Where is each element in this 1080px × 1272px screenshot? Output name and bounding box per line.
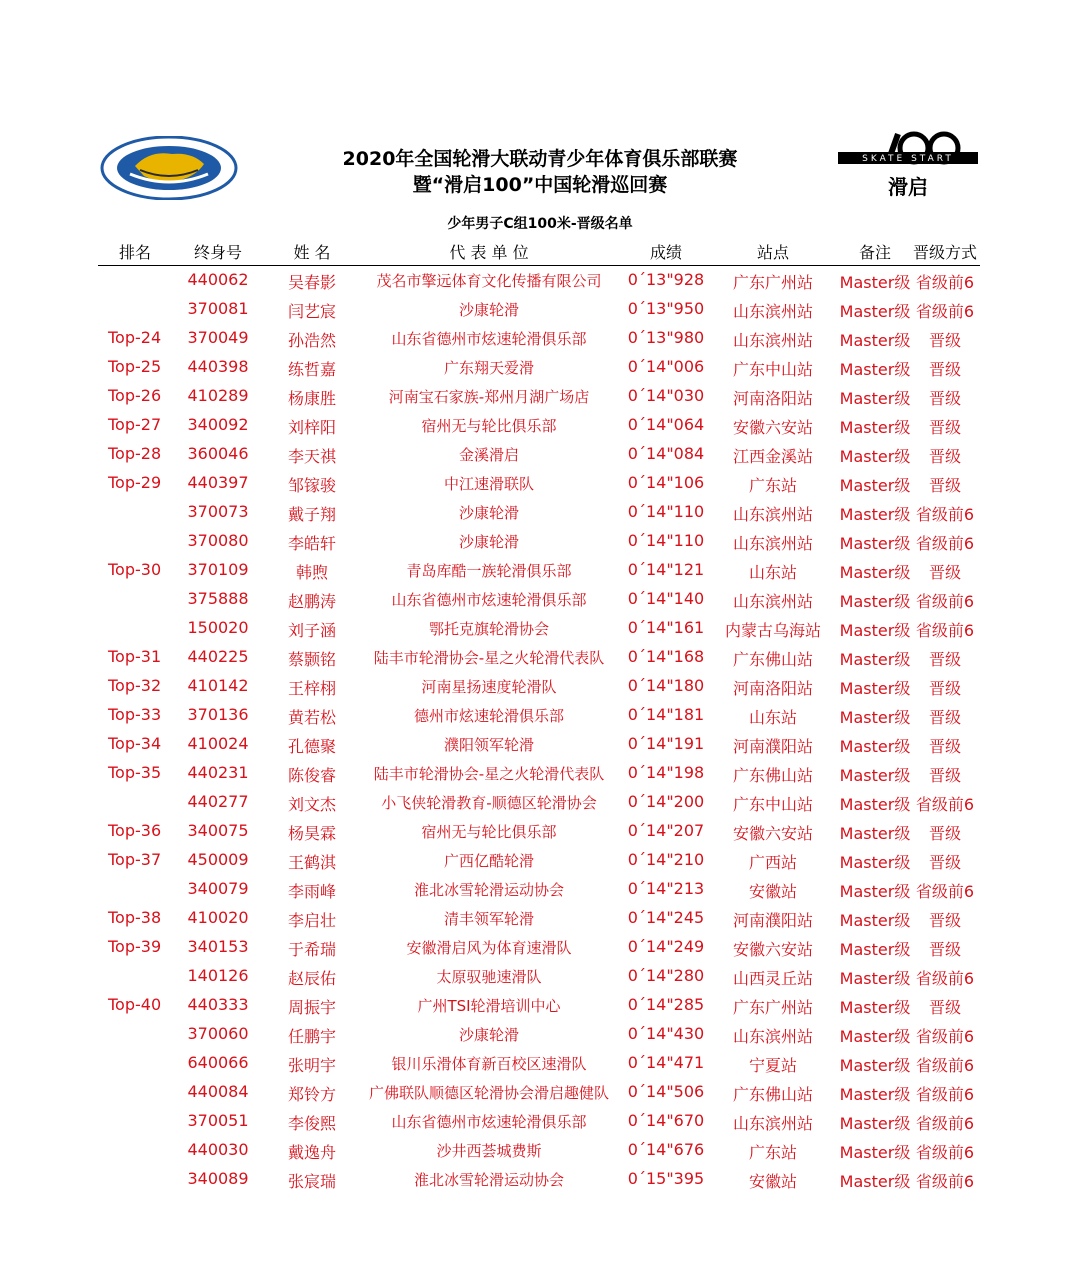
- row-way: 省级前6: [915, 882, 975, 901]
- row-way: 晋级: [928, 940, 961, 959]
- row-name: 刘文杰: [287, 795, 336, 814]
- row-id: 410142: [187, 676, 249, 695]
- row-time: 0΄14"064: [627, 415, 705, 434]
- row-time: 0΄14"006: [627, 357, 705, 376]
- row-name: 杨康胜: [287, 389, 336, 408]
- row-name: 赵鹏涛: [287, 592, 336, 611]
- row-id: 440084: [187, 1082, 249, 1101]
- row-note: Master级: [839, 969, 911, 988]
- skate-start-logo: [836, 128, 980, 204]
- row-station: 山西灵丘站: [732, 969, 813, 988]
- row-way: 晋级: [928, 563, 961, 582]
- table-header: [0, 240, 1080, 264]
- row-id: 370049: [187, 328, 249, 347]
- table-row: [0, 613, 1080, 642]
- row-station: 广东佛山站: [732, 766, 813, 785]
- row-note: Master级: [839, 1172, 911, 1191]
- table-row: [0, 526, 1080, 555]
- row-name: 戴逸舟: [287, 1143, 336, 1162]
- header-id: 终身号: [193, 243, 242, 262]
- row-unit: 茂名市擎远体育文化传播有限公司: [376, 272, 602, 290]
- row-unit: 淮北冰雪轮滑运动协会: [413, 1171, 564, 1189]
- row-id: 640066: [187, 1053, 249, 1072]
- row-id: 440231: [187, 763, 249, 782]
- row-name: 李俊熙: [287, 1114, 336, 1133]
- row-way: 省级前6: [915, 1114, 975, 1133]
- row-id: 140126: [187, 966, 249, 985]
- row-time: 0΄14"191: [627, 734, 705, 753]
- row-time: 0΄14"110: [627, 502, 705, 521]
- row-way: 省级前6: [915, 1056, 975, 1075]
- row-unit: 银川乐滑体育新百校区速滑队: [391, 1055, 587, 1073]
- row-id: 340075: [187, 821, 249, 840]
- row-unit: 广佛联队顺德区轮滑协会滑启趣健队: [368, 1084, 609, 1102]
- row-time: 0΄14"245: [627, 908, 705, 927]
- row-unit: 濮阳领军轮滑: [443, 736, 534, 754]
- row-name: 陈俊睿: [287, 766, 336, 785]
- row-name: 吴春影: [287, 273, 336, 292]
- row-name: 刘子涵: [287, 621, 336, 640]
- row-rank: Top-26: [108, 386, 162, 405]
- table-row: [0, 1106, 1080, 1135]
- row-time: 0΄14"110: [627, 531, 705, 550]
- row-station: 河南濮阳站: [732, 737, 813, 756]
- table-row: [0, 439, 1080, 468]
- row-rank: Top-25: [108, 357, 162, 376]
- row-unit: 宿州无与轮比俱乐部: [421, 823, 557, 841]
- row-station: 内蒙古乌海站: [724, 621, 821, 640]
- row-time: 0΄14"285: [627, 995, 705, 1014]
- table-row: [0, 1019, 1080, 1048]
- table-row: [0, 323, 1080, 352]
- row-station: 山东滨州站: [732, 534, 813, 553]
- row-way: 晋级: [928, 911, 961, 930]
- row-rank: Top-35: [108, 763, 162, 782]
- row-station: 广东广州站: [732, 273, 813, 292]
- table-row: [0, 903, 1080, 932]
- row-way: 晋级: [928, 476, 961, 495]
- row-time: 0΄14"198: [627, 763, 705, 782]
- row-rank: Top-40: [108, 995, 162, 1014]
- row-unit: 山东省德州市炫速轮滑俱乐部: [391, 1113, 587, 1131]
- row-note: Master级: [839, 853, 911, 872]
- table-row: [0, 845, 1080, 874]
- row-unit: 金溪滑启: [458, 446, 519, 464]
- row-rank: Top-34: [108, 734, 162, 753]
- row-rank: Top-39: [108, 937, 162, 956]
- row-unit: 安徽滑启风为体育速滑队: [406, 939, 572, 957]
- row-time: 0΄14"180: [627, 676, 705, 695]
- row-unit: 河南星扬速度轮滑队: [421, 678, 557, 696]
- row-unit: 沙康轮滑: [458, 504, 519, 522]
- row-name: 张明宇: [287, 1056, 336, 1075]
- row-name: 李启壮: [287, 911, 336, 930]
- row-time: 0΄14"200: [627, 792, 705, 811]
- row-note: Master级: [839, 592, 911, 611]
- table-row: [0, 961, 1080, 990]
- table-row: [0, 729, 1080, 758]
- row-note: Master级: [839, 1056, 911, 1075]
- row-time: 0΄14"280: [627, 966, 705, 985]
- row-unit: 陆丰市轮滑协会-星之火轮滑代表队: [373, 649, 605, 667]
- row-unit: 德州市炫速轮滑俱乐部: [413, 707, 564, 725]
- svg-text:滑启: 滑启: [888, 175, 928, 199]
- row-note: Master级: [839, 795, 911, 814]
- row-station: 广东中山站: [732, 360, 813, 379]
- row-time: 0΄14"213: [627, 879, 705, 898]
- row-unit: 沙康轮滑: [458, 533, 519, 551]
- row-id: 150020: [187, 618, 249, 637]
- row-note: Master级: [839, 534, 911, 553]
- row-id: 370136: [187, 705, 249, 724]
- row-station: 安徽站: [748, 882, 797, 901]
- document-title: [250, 146, 830, 198]
- row-rank: Top-29: [108, 473, 162, 492]
- row-time: 0΄14"471: [627, 1053, 705, 1072]
- row-id: 370080: [187, 531, 249, 550]
- header-time: 成绩: [649, 243, 682, 262]
- row-id: 375888: [187, 589, 249, 608]
- row-way: 晋级: [928, 360, 961, 379]
- row-rank: Top-27: [108, 415, 162, 434]
- list-subtitle: 少年男子C组100米-晋级名单: [447, 216, 633, 232]
- row-time: 0΄14"249: [627, 937, 705, 956]
- row-id: 340092: [187, 415, 249, 434]
- row-station: 广东佛山站: [732, 650, 813, 669]
- row-station: 山东滨州站: [732, 331, 813, 350]
- row-station: 安徽站: [748, 1172, 797, 1191]
- title-line-1: 2020年全国轮滑大联动青少年体育俱乐部联赛: [342, 148, 738, 170]
- row-note: Master级: [839, 447, 911, 466]
- table-row: [0, 497, 1080, 526]
- table-row: [0, 816, 1080, 845]
- row-name: 闫艺宸: [287, 302, 336, 321]
- row-unit: 太原驭驰速滑队: [436, 968, 542, 986]
- table-row: [0, 352, 1080, 381]
- row-id: 410020: [187, 908, 249, 927]
- row-station: 江西金溪站: [732, 447, 813, 466]
- row-time: 0΄15"395: [627, 1169, 705, 1188]
- row-time: 0΄14"181: [627, 705, 705, 724]
- row-way: 省级前6: [915, 1172, 975, 1191]
- row-note: Master级: [839, 331, 911, 350]
- row-station: 河南濮阳站: [732, 911, 813, 930]
- row-name: 黄若松: [287, 708, 336, 727]
- row-way: 省级前6: [915, 1085, 975, 1104]
- row-name: 邹镓骏: [287, 476, 336, 495]
- table-row: [0, 700, 1080, 729]
- row-way: 省级前6: [915, 505, 975, 524]
- row-id: 410024: [187, 734, 249, 753]
- row-unit: 淮北冰雪轮滑运动协会: [413, 881, 564, 899]
- row-note: Master级: [839, 302, 911, 321]
- row-station: 广东中山站: [732, 795, 813, 814]
- row-time: 0΄14"121: [627, 560, 705, 579]
- row-time: 0΄13"950: [627, 299, 705, 318]
- row-note: Master级: [839, 360, 911, 379]
- row-way: 省级前6: [915, 795, 975, 814]
- row-id: 370073: [187, 502, 249, 521]
- row-note: Master级: [839, 621, 911, 640]
- row-time: 0΄14"676: [627, 1140, 705, 1159]
- header-unit: 代 表 单 位: [449, 243, 529, 262]
- row-id: 440062: [187, 270, 249, 289]
- row-rank: Top-37: [108, 850, 162, 869]
- row-note: Master级: [839, 505, 911, 524]
- table-row: [0, 410, 1080, 439]
- table-row: [0, 555, 1080, 584]
- row-name: 孙浩然: [287, 331, 336, 350]
- row-note: Master级: [839, 882, 911, 901]
- row-unit: 宿州无与轮比俱乐部: [421, 417, 557, 435]
- table-row: [0, 1048, 1080, 1077]
- row-unit: 中江速滑联队: [443, 475, 534, 493]
- row-id: 440398: [187, 357, 249, 376]
- row-station: 广东站: [748, 476, 797, 495]
- row-name: 戴子翔: [287, 505, 336, 524]
- row-way: 晋级: [928, 766, 961, 785]
- row-way: 省级前6: [915, 621, 975, 640]
- table-row: [0, 381, 1080, 410]
- row-note: Master级: [839, 563, 911, 582]
- row-station: 山东滨州站: [732, 1027, 813, 1046]
- row-station: 广东广州站: [732, 998, 813, 1017]
- row-station: 山东滨州站: [732, 592, 813, 611]
- header-station: 站点: [756, 243, 789, 262]
- row-way: 省级前6: [915, 592, 975, 611]
- row-note: Master级: [839, 911, 911, 930]
- row-note: Master级: [839, 824, 911, 843]
- table-row: [0, 265, 1080, 294]
- row-note: Master级: [839, 1114, 911, 1133]
- table-row: [0, 990, 1080, 1019]
- row-way: 省级前6: [915, 969, 975, 988]
- table-row: [0, 468, 1080, 497]
- row-name: 于希瑞: [287, 940, 336, 959]
- row-id: 440225: [187, 647, 249, 666]
- row-id: 440333: [187, 995, 249, 1014]
- row-id: 360046: [187, 444, 249, 463]
- row-id: 340079: [187, 879, 249, 898]
- row-unit: 清丰领军轮滑: [443, 910, 534, 928]
- row-way: 晋级: [928, 853, 961, 872]
- row-way: 省级前6: [915, 1027, 975, 1046]
- row-station: 宁夏站: [748, 1056, 797, 1075]
- row-rank: Top-24: [108, 328, 162, 347]
- row-note: Master级: [839, 1027, 911, 1046]
- row-time: 0΄14"210: [627, 850, 705, 869]
- row-note: Master级: [839, 1143, 911, 1162]
- row-id: 370081: [187, 299, 249, 318]
- row-rank: Top-33: [108, 705, 162, 724]
- table-row: [0, 932, 1080, 961]
- row-rank: Top-36: [108, 821, 162, 840]
- row-station: 安徽六安站: [732, 940, 813, 959]
- row-station: 山东滨州站: [732, 505, 813, 524]
- row-name: 李皓轩: [287, 534, 336, 553]
- row-way: 晋级: [928, 418, 961, 437]
- row-name: 杨昊霖: [287, 824, 336, 843]
- row-note: Master级: [839, 389, 911, 408]
- title-line-2: 暨“滑启100”中国轮滑巡回赛: [412, 174, 668, 196]
- row-note: Master级: [839, 1085, 911, 1104]
- row-station: 广西站: [748, 853, 797, 872]
- row-id: 370051: [187, 1111, 249, 1130]
- table-row: [0, 671, 1080, 700]
- row-name: 郑铃方: [287, 1085, 336, 1104]
- table-row: [0, 584, 1080, 613]
- results-table: [0, 265, 1080, 1193]
- row-way: 晋级: [928, 737, 961, 756]
- row-time: 0΄14"106: [627, 473, 705, 492]
- row-unit: 沙康轮滑: [458, 1026, 519, 1044]
- table-row: [0, 642, 1080, 671]
- header-way: 晋级方式: [912, 243, 977, 262]
- row-unit: 广州TSI轮滑培训中心: [417, 997, 561, 1015]
- row-name: 韩煦: [295, 563, 328, 582]
- row-time: 0΄14"670: [627, 1111, 705, 1130]
- row-unit: 山东省德州市炫速轮滑俱乐部: [391, 591, 587, 609]
- row-name: 张宸瑞: [287, 1172, 336, 1191]
- row-name: 练哲嘉: [287, 360, 336, 379]
- row-station: 广东站: [748, 1143, 797, 1162]
- row-rank: Top-28: [108, 444, 162, 463]
- row-time: 0΄14"430: [627, 1024, 705, 1043]
- row-rank: Top-32: [108, 676, 162, 695]
- row-unit: 鄂托克旗轮滑协会: [428, 620, 549, 638]
- row-time: 0΄14"084: [627, 444, 705, 463]
- row-note: Master级: [839, 766, 911, 785]
- row-unit: 广东翔天爱滑: [443, 359, 534, 377]
- row-way: 晋级: [928, 331, 961, 350]
- row-note: Master级: [839, 476, 911, 495]
- row-id: 440030: [187, 1140, 249, 1159]
- row-station: 广东佛山站: [732, 1085, 813, 1104]
- row-id: 370060: [187, 1024, 249, 1043]
- row-station: 山东站: [748, 708, 797, 727]
- row-name: 李雨峰: [287, 882, 336, 901]
- row-way: 晋级: [928, 679, 961, 698]
- row-id: 340153: [187, 937, 249, 956]
- table-row: [0, 1077, 1080, 1106]
- row-id: 440397: [187, 473, 249, 492]
- row-station: 安徽六安站: [732, 824, 813, 843]
- header-rank: 排名: [118, 243, 151, 262]
- table-row: [0, 294, 1080, 323]
- row-way: 省级前6: [915, 1143, 975, 1162]
- row-time: 0΄14"207: [627, 821, 705, 840]
- row-way: 省级前6: [915, 273, 975, 292]
- table-row: [0, 874, 1080, 903]
- row-name: 李天祺: [287, 447, 336, 466]
- row-unit: 沙井西荟城费斯: [436, 1142, 542, 1160]
- row-time: 0΄14"140: [627, 589, 705, 608]
- table-row: [0, 787, 1080, 816]
- row-unit: 河南宝石家族-郑州月湖广场店: [388, 388, 590, 406]
- row-name: 孔德聚: [287, 737, 336, 756]
- row-note: Master级: [839, 737, 911, 756]
- row-time: 0΄14"168: [627, 647, 705, 666]
- row-way: 省级前6: [915, 302, 975, 321]
- row-time: 0΄14"030: [627, 386, 705, 405]
- row-way: 晋级: [928, 998, 961, 1017]
- header-note: 备注: [858, 243, 891, 262]
- row-station: 山东滨州站: [732, 1114, 813, 1133]
- row-time: 0΄13"928: [627, 270, 705, 289]
- row-name: 任鹏宇: [287, 1027, 336, 1046]
- row-note: Master级: [839, 273, 911, 292]
- row-time: 0΄14"161: [627, 618, 705, 637]
- row-unit: 小飞侠轮滑教育-顺德区轮滑协会: [381, 794, 597, 812]
- row-unit: 山东省德州市炫速轮滑俱乐部: [391, 330, 587, 348]
- row-unit: 陆丰市轮滑协会-星之火轮滑代表队: [373, 765, 605, 783]
- row-way: 省级前6: [915, 534, 975, 553]
- row-way: 晋级: [928, 824, 961, 843]
- header-name: 姓 名: [293, 243, 331, 262]
- row-note: Master级: [839, 940, 911, 959]
- row-note: Master级: [839, 679, 911, 698]
- association-logo: [100, 136, 238, 200]
- row-station: 河南洛阳站: [732, 389, 813, 408]
- row-station: 山东站: [748, 563, 797, 582]
- row-way: 晋级: [928, 650, 961, 669]
- row-way: 晋级: [928, 447, 961, 466]
- row-station: 山东滨州站: [732, 302, 813, 321]
- row-id: 450009: [187, 850, 249, 869]
- row-rank: Top-31: [108, 647, 162, 666]
- row-unit: 广西亿酷轮滑: [443, 852, 534, 870]
- row-unit: 青岛库酷一族轮滑俱乐部: [406, 562, 572, 580]
- row-name: 王梓栩: [287, 679, 336, 698]
- row-id: 410289: [187, 386, 249, 405]
- row-name: 蔡颢铭: [287, 650, 336, 669]
- row-way: 晋级: [928, 708, 961, 727]
- row-station: 安徽六安站: [732, 418, 813, 437]
- row-id: 440277: [187, 792, 249, 811]
- row-name: 赵辰佑: [287, 969, 336, 988]
- row-time: 0΄14"506: [627, 1082, 705, 1101]
- row-id: 340089: [187, 1169, 249, 1188]
- row-time: 0΄13"980: [627, 328, 705, 347]
- row-station: 河南洛阳站: [732, 679, 813, 698]
- row-rank: Top-38: [108, 908, 162, 927]
- row-name: 王鹤淇: [287, 853, 336, 872]
- row-way: 晋级: [928, 389, 961, 408]
- row-note: Master级: [839, 418, 911, 437]
- row-note: Master级: [839, 998, 911, 1017]
- table-row: [0, 1164, 1080, 1193]
- table-row: [0, 1135, 1080, 1164]
- table-row: [0, 758, 1080, 787]
- row-id: 370109: [187, 560, 249, 579]
- row-name: 周振宇: [287, 998, 336, 1017]
- svg-text:SKATE START: SKATE START: [862, 154, 954, 164]
- row-rank: Top-30: [108, 560, 162, 579]
- row-note: Master级: [839, 708, 911, 727]
- row-name: 刘梓阳: [287, 418, 336, 437]
- row-unit: 沙康轮滑: [458, 301, 519, 319]
- row-note: Master级: [839, 650, 911, 669]
